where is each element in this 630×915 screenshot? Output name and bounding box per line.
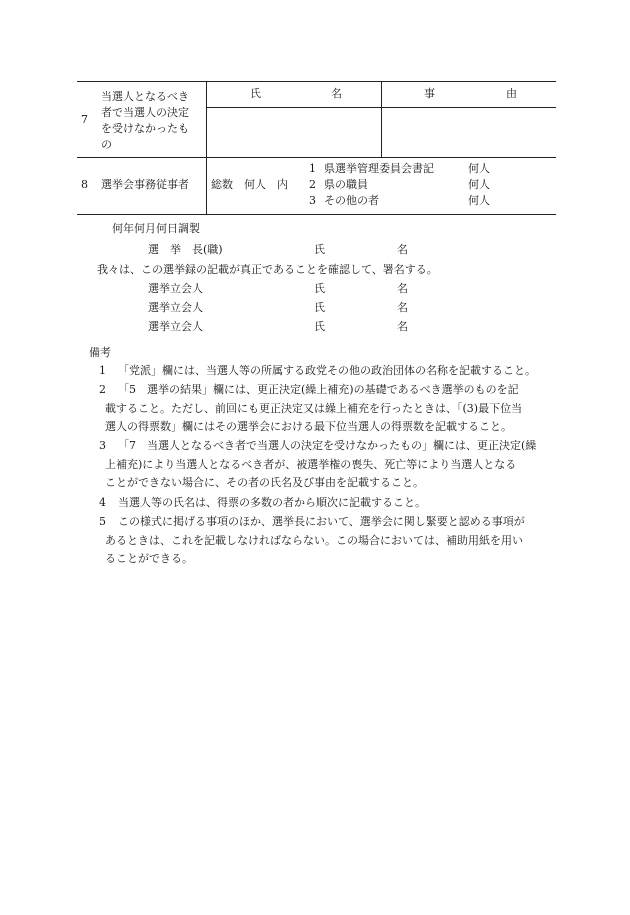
row8-number: 8 (81, 178, 88, 191)
witness1-title: 選挙立会人 (148, 282, 203, 295)
row8-item2-count: 何人 (468, 178, 490, 191)
note5-number: 5 (99, 515, 106, 528)
date-line: 何年何月何日調製 (112, 222, 200, 235)
chair-title: 選 挙 長(職) (148, 243, 223, 256)
note4-number: 4 (99, 496, 106, 509)
row8-item1-label: 県選挙管理委員会書記 (324, 162, 434, 175)
col-name-head-shi: 氏 (250, 87, 261, 100)
row7-number: 7 (81, 113, 88, 126)
note1-line1: 「党派」欄には、当選人等の所属する政党その他の政治団体の名称を記載すること。 (118, 364, 536, 377)
notes-heading: 備考 (89, 346, 111, 359)
note3-line2: 上補充)により当選人となるべき者が、被選挙権の喪失、死亡等により当選人となる (105, 458, 517, 471)
note3-line3: ことができない場合に、その者の氏名及び事由を記載すること。 (105, 476, 424, 489)
row8-item1-number: 1 (309, 162, 316, 175)
table-row-divider (77, 157, 556, 158)
note3-number: 3 (99, 439, 106, 452)
table-top-border (77, 81, 556, 82)
note2-number: 2 (99, 383, 106, 396)
witness1-shi: 氏 (314, 282, 325, 295)
table-col-divider (381, 81, 382, 157)
row8-item1-count: 何人 (468, 162, 490, 175)
table-label-divider (206, 81, 207, 214)
row8-total: 総数 何人 内 (211, 178, 288, 191)
note1-number: 1 (99, 364, 106, 377)
note3-line1: 「7 当選人となるべき者で当選人の決定を受けなかったもの」欄には、更正決定(繰 (118, 439, 537, 452)
witness2-title: 選挙立会人 (148, 301, 203, 314)
row7-label-line2: 者で当選人の決定 (101, 106, 189, 119)
witness1-mei: 名 (397, 282, 408, 295)
attest-statement: 我々は、この選挙録の記載が真正であることを確認して、署名する。 (97, 263, 438, 276)
note2-line3: 選人の得票数」欄にはその選挙会における最下位当選人の得票数を記載すること。 (105, 420, 512, 433)
note5-line3: ることができる。 (105, 552, 193, 565)
witness2-mei: 名 (397, 301, 408, 314)
note2-line2: 載すること。ただし、前回にも更正決定又は繰上補充を行ったときは、「(3)最下位当 (105, 402, 523, 415)
row8-item2-label: 県の職員 (324, 178, 368, 191)
row8-item3-count: 何人 (468, 194, 490, 207)
row7-label-line3: を受けなかったも (101, 122, 189, 135)
note5-line2: あるときは、これを記載しなければならない。この場合においては、補助用紙を用い (105, 534, 523, 547)
col-name-head-mei: 名 (331, 87, 342, 100)
row7-label-line4: の (101, 138, 112, 151)
note5-line1: この様式に掲げる事項のほか、選挙長において、選挙会に関し緊要と認める事項が (118, 515, 525, 528)
row8-item3-label: その他の者 (324, 194, 379, 207)
witness3-title: 選挙立会人 (148, 320, 203, 333)
row7-label-line1: 当選人となるべき (101, 90, 189, 103)
chair-shi: 氏 (314, 243, 325, 256)
witness3-shi: 氏 (314, 320, 325, 333)
chair-mei: 名 (397, 243, 408, 256)
row8-label: 選挙会事務従事者 (101, 178, 189, 191)
row8-item2-number: 2 (309, 178, 316, 191)
note4-line1: 当選人等の氏名は、得票の多数の者から順次に記載すること。 (118, 496, 426, 509)
col-reason-head-yu: 由 (506, 87, 517, 100)
row8-item3-number: 3 (309, 194, 316, 207)
witness3-mei: 名 (397, 320, 408, 333)
table-bottom-border (77, 214, 556, 215)
note2-line1: 「5 選挙の結果」欄には、更正決定(繰上補充)の基礎であるべき選挙のものを記 (118, 383, 519, 396)
col-reason-head-ji: 事 (424, 87, 435, 100)
witness2-shi: 氏 (314, 301, 325, 314)
